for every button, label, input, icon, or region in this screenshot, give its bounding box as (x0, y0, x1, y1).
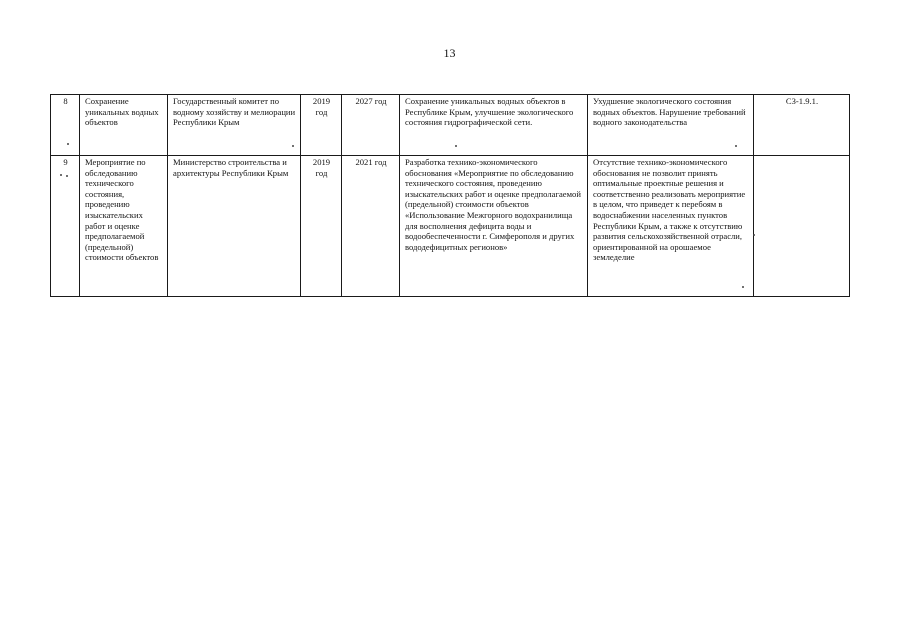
scan-speck (735, 145, 737, 147)
row-number: 9 (51, 156, 80, 297)
scan-speck (292, 145, 294, 147)
end-year: 2027 год (342, 95, 400, 156)
measure-name: Сохранение уникальных водных объектов (80, 95, 168, 156)
page-number: 13 (443, 46, 456, 60)
indicator-code (754, 156, 850, 297)
measure-name: Мероприятие по обследованию технического состояния, проведению изыскательских работ и оценке предполагаемой (предельной) стоимости объектов (80, 156, 168, 297)
scan-speck (742, 286, 744, 288)
start-year: 2019 год (301, 156, 342, 297)
scan-speck (753, 234, 755, 236)
responsible-executor: Государственный комитет по водному хозяйству и мелиорации Республики Крым (168, 95, 301, 156)
end-year: 2021 год (342, 156, 400, 297)
measures-table (50, 94, 850, 297)
non-implementation-consequences: Ухудшение экологического состояния водных объектов. Нарушение требований водного законодательства (588, 95, 754, 156)
start-year: 2019 год (301, 95, 342, 156)
scan-speck (60, 174, 62, 176)
table-row (51, 156, 850, 297)
responsible-executor: Министерство строительства и архитектуры Республики Крым (168, 156, 301, 297)
indicator-code: СЗ-1.9.1. (754, 95, 850, 156)
scan-speck (455, 145, 457, 147)
table-row (51, 95, 850, 156)
scan-speck (66, 175, 68, 177)
row-number: 8 (51, 95, 80, 156)
expected-result: Разработка технико-экономического обоснования «Мероприятие по обследованию технического состояния, проведению изыскательских работ и оценке предполагаемой (предельной) стоимости объектов «Использование Межгорного водохранилища для восполнения дефицита воды и водообеспеченности г. Симферополя и других вододефицитных регионов» (400, 156, 588, 297)
expected-result: Сохранение уникальных водных объектов в Республике Крым, улучшение экологического состояния гидрографической сети. (400, 95, 588, 156)
non-implementation-consequences: Отсутствие технико-экономического обоснования не позволит принять оптимальные проектные решения и соответственно реализовать мероприятие в целом, что приведет к перебоям в водоснабжении населенных пунктов Республики Крым, а также к отсутствию развития сельскохозяйственной отрасли, ориентированной на орошаемое земледелие (588, 156, 754, 297)
scan-speck (67, 143, 69, 145)
